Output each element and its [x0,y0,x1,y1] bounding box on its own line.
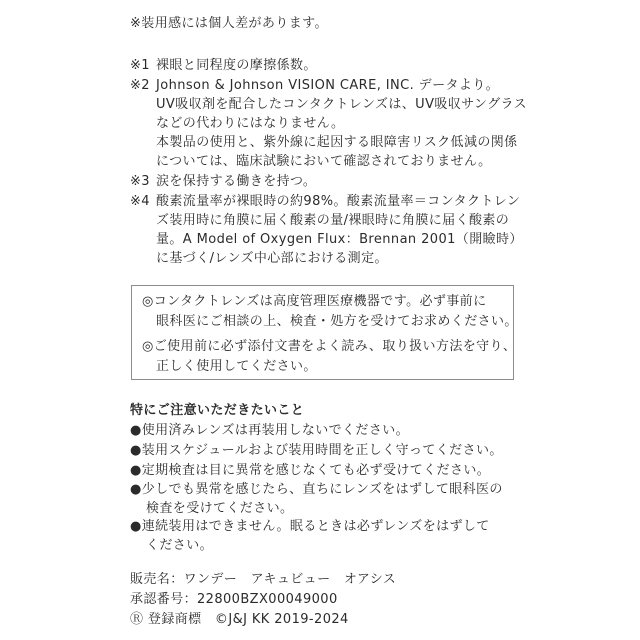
notice-line: 正しく使用してください。 [156,359,317,374]
trademark-copyright: Ⓡ 登録商標 ©J&J KK 2019-2024 [130,612,349,627]
seller-name: 販売名：ワンデー アキュビュー オアシス [130,572,397,587]
footnote-mark: ※1 [130,58,150,73]
footnote-line: ズ装用時に角膜に届く酸素の量/裸眼時に角膜に届く酸素の [156,213,510,228]
caution-line: ●定期検査は目に異常を感じなくても必ず受けてください。 [130,463,491,478]
notice-line: ◎コンタクトレンズは高度管理医療機器です。必ず事前に [142,294,487,309]
caution-item-1 [130,421,409,440]
caution-item-4 [130,480,503,518]
footnote-2 [130,76,530,171]
intro-note: ※装用感には個人差があります。 [130,16,328,31]
footnote-mark: ※4 [130,194,150,209]
footnote-mark: ※2 [130,78,150,93]
footnote-1 [130,56,530,75]
footnote-line: などの代わりにはなりません。 [156,116,345,131]
caution-line: ●連続装用はできません。眠るときは必ずレンズをはずして [130,519,490,534]
footnote-line: Johnson & Johnson VISION CARE, INC. データより。 [156,78,500,93]
footnote-line: については、臨床試験において確認されておりません。 [156,154,492,169]
footnote-4 [130,192,530,268]
footnote-line: に基づく/レンズ中心部における測定。 [156,251,388,266]
notice-line: 眼科医にご相談の上、検査・処方を受けてお求めください。 [156,314,518,329]
caution-item-3 [130,461,490,480]
footnote-line: 酸素流量率が裸眼時の約98%。酸素流量率＝コンタクトレン [156,194,521,209]
footnote-line: 涙を保持する働きを持つ。 [156,174,317,189]
caution-line: ●使用済みレンズは再装用しないでください。 [130,423,410,438]
caution-item-5 [130,517,490,555]
caution-line: ●少しでも異常を感じたら、直ちにレンズをはずして眼科医の [130,482,503,497]
footnote-mark: ※3 [130,174,150,189]
footnote-line: UV吸収剤を配合したコンタクトレンズは、UV吸収サングラス [156,97,527,112]
notice-paragraph-2 [142,337,516,377]
caution-line: ●装用スケジュールおよび装用時間を正しく守ってください。 [130,443,503,458]
notice-paragraph-1 [142,292,518,332]
footnote-line: 量。A Model of Oxygen Flux：Brennan 2001（開瞼時） [156,232,523,247]
product-info-footer [130,570,396,630]
caution-heading: 特にご注意いただきたいこと [130,403,305,418]
footnote-line: 本製品の使用と、紫外線に起因する眼障害リスク低減の関係 [156,135,518,150]
caution-line: ください。 [146,538,214,553]
footnote-line: 裸眼と同程度の摩擦係数。 [156,58,317,73]
approval-number: 承認番号：22800BZX00049000 [130,592,338,607]
caution-item-2 [130,441,503,460]
notice-line: ◎ご使用前に必ず添付文書をよく読み、取り扱い方法を守り、 [142,339,517,354]
caution-line: 検査を受けてください。 [146,501,294,516]
medical-device-notice-box [131,285,518,380]
footnote-3 [130,172,530,191]
